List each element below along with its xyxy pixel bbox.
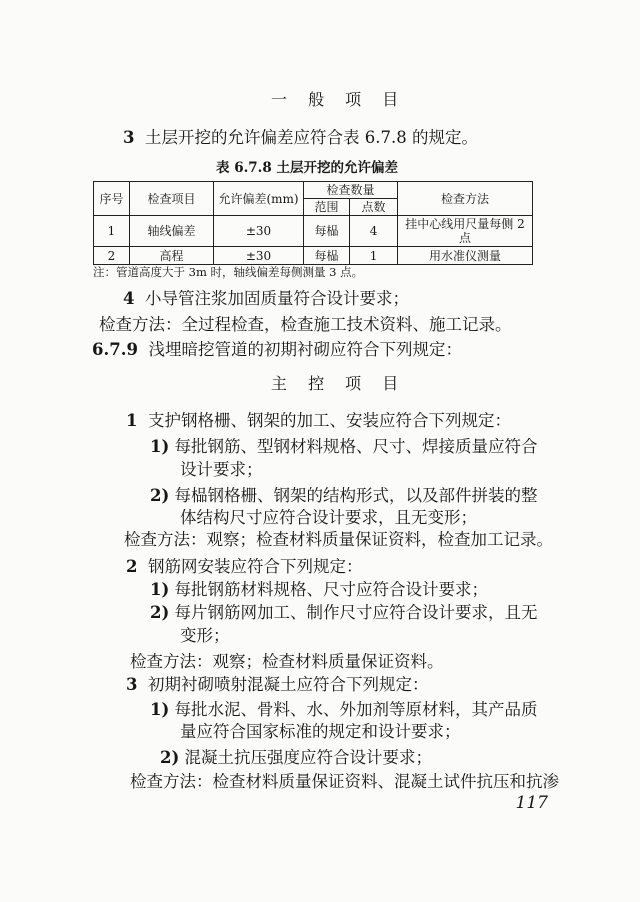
header-method: 检查方法 bbox=[398, 182, 533, 216]
item-3 bbox=[123, 128, 478, 148]
sub-text: 每批水泥、骨料、水、外加剂等原材料，其产品质 bbox=[174, 700, 538, 719]
sub-number: 2) bbox=[150, 486, 170, 505]
main-item-2-sub-2-cont: 变形； bbox=[180, 626, 230, 645]
sub-text: 每榀钢格栅、钢架的结构形式，以及部件拼装的整 bbox=[174, 486, 538, 505]
main-item-3-sub-2 bbox=[160, 748, 432, 768]
table-row bbox=[94, 216, 533, 247]
table-note: 注：管道高度大于 3m 时，轴线偏差每侧测量 3 点。 bbox=[93, 265, 364, 279]
item-4 bbox=[123, 289, 409, 309]
item-number: 4 bbox=[123, 289, 135, 308]
sub-text: 每片钢筋网加工、制作尺寸应符合设计要求，且无 bbox=[174, 603, 538, 622]
sub-number: 2) bbox=[150, 603, 170, 622]
header-qty: 检查数量 bbox=[304, 182, 398, 199]
sub-number: 1) bbox=[150, 437, 170, 456]
main-item-2 bbox=[126, 557, 362, 577]
section-heading-main: 主 控 项 目 bbox=[271, 374, 407, 393]
header-tolerance: 允许偏差(mm) bbox=[214, 182, 304, 216]
tolerance-table bbox=[93, 181, 533, 265]
main-item-3 bbox=[126, 675, 428, 695]
item-number: 1 bbox=[126, 411, 138, 430]
item-text: 初期衬砌喷射混凝土应符合下列规定： bbox=[147, 675, 429, 694]
main-item-1-check-method: 检查方法：观察；检查材料质量保证资料，检查加工记录。 bbox=[124, 530, 553, 549]
item-number: 3 bbox=[126, 675, 138, 694]
page-number: 117 bbox=[515, 793, 548, 813]
item-text: 小导管注浆加固质量符合设计要求； bbox=[144, 289, 409, 308]
cell-range: 每榀 bbox=[304, 247, 350, 265]
cell-seq: 1 bbox=[94, 216, 130, 247]
sub-number: 1) bbox=[150, 700, 170, 719]
clause-number: 6.7.9 bbox=[92, 340, 138, 359]
main-item-1-sub-2 bbox=[150, 486, 538, 506]
main-item-3-sub-1-cont: 量应符合国家标准的规定和设计要求； bbox=[180, 722, 461, 741]
cell-points: 1 bbox=[350, 247, 398, 265]
cell-range: 每榀 bbox=[304, 216, 350, 247]
main-item-1-sub-1-cont: 设计要求； bbox=[180, 460, 263, 479]
cell-item: 轴线偏差 bbox=[130, 216, 214, 247]
sub-number: 1) bbox=[150, 580, 170, 599]
clause-6-7-9 bbox=[92, 340, 462, 360]
item-text: 钢筋网安装应符合下列规定： bbox=[147, 557, 363, 576]
main-item-3-check-method: 检查方法：检查材料质量保证资料、混凝土试件抗压和抗渗 bbox=[130, 772, 559, 791]
sub-text: 每批钢筋、型钢材料规格、尺寸、焊接质量应符合 bbox=[174, 437, 538, 456]
header-item: 检查项目 bbox=[130, 182, 214, 216]
main-item-2-sub-2 bbox=[150, 603, 538, 623]
cell-tolerance: ±30 bbox=[214, 247, 304, 265]
sub-text: 每批钢筋材料规格、尺寸应符合设计要求； bbox=[174, 580, 489, 599]
header-seq: 序号 bbox=[94, 182, 130, 216]
main-item-1-sub-2-cont: 体结构尺寸应符合设计要求，且无变形； bbox=[180, 508, 477, 527]
header-points: 点数 bbox=[350, 199, 398, 216]
sub-number: 2) bbox=[160, 748, 180, 767]
item-text: 支护钢格栅、钢架的加工、安装应符合下列规定： bbox=[147, 411, 511, 430]
cell-item: 高程 bbox=[130, 247, 214, 265]
main-item-1 bbox=[126, 411, 511, 431]
cell-tolerance: ±30 bbox=[214, 216, 304, 247]
cell-method: 用水准仪测量 bbox=[398, 247, 533, 265]
item-text: 土层开挖的允许偏差应符合表 6.7.8 的规定。 bbox=[144, 128, 478, 147]
main-item-3-sub-1 bbox=[150, 700, 538, 720]
cell-points: 4 bbox=[350, 216, 398, 247]
main-item-1-sub-1 bbox=[150, 437, 538, 457]
item-number: 3 bbox=[123, 128, 135, 147]
sub-text: 混凝土抗压强度应符合设计要求； bbox=[184, 748, 433, 767]
cell-method: 挂中心线用尺量每侧 2 点 bbox=[398, 216, 533, 247]
main-item-2-check-method: 检查方法：观察；检查材料质量保证资料。 bbox=[130, 652, 444, 671]
item-number: 2 bbox=[126, 557, 138, 576]
item-4-check-method: 检查方法：全过程检查，检查施工技术资料、施工记录。 bbox=[99, 315, 512, 334]
main-item-2-sub-1 bbox=[150, 580, 488, 600]
header-range: 范围 bbox=[304, 199, 350, 216]
clause-text: 浅埋暗挖管道的初期衬砌应符合下列规定： bbox=[148, 340, 462, 359]
cell-seq: 2 bbox=[94, 247, 130, 265]
table-caption: 表 6.7.8 土层开挖的允许偏差 bbox=[216, 160, 398, 176]
section-heading-general: 一 般 项 目 bbox=[271, 90, 407, 109]
